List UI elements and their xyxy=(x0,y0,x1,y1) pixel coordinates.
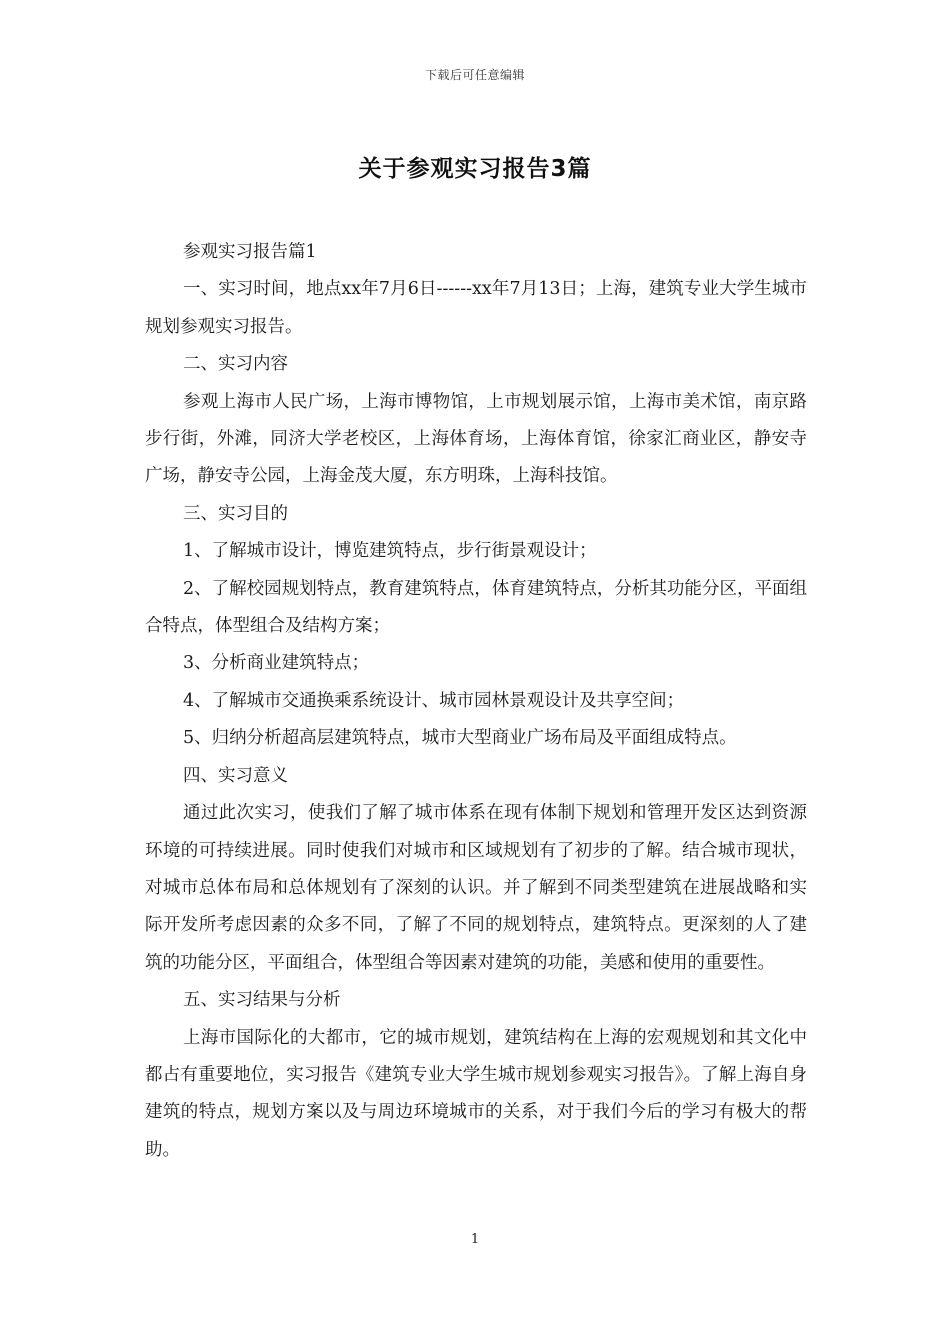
paragraph-visit-list: 参观上海市人民广场，上海市博物馆，上市规划展示馆，上海市美术馆，南京路步行街，外滩，同济大学老校区，上海体育场，上海体育馆，徐家汇商业区，静安寺广场，静安寺公园，上海金茂大厦，东方明珠，上海科技馆。 xyxy=(145,391,807,487)
section-heading-purpose: 三、实习目的 xyxy=(183,503,288,524)
purpose-item-3: 3、分析商业建筑特点； xyxy=(183,653,370,674)
purpose-item-4: 4、了解城市交通换乘系统设计、城市园林景观设计及共享空间； xyxy=(183,690,685,711)
purpose-item-1: 1、了解城市设计，博览建筑特点，步行街景观设计； xyxy=(183,541,597,562)
paragraph-results: 上海市国际化的大都市，它的城市规划，建筑结构在上海的宏观规划和其文化中都占有重要地位，实习报告《建筑专业大学生城市规划参观实习报告》。了解上海自身建筑的特点，规划方案以及与周边环境城市的关系，对于我们今后的学习有极大的帮助。 xyxy=(145,1027,807,1160)
purpose-item-5: 5、归纳分析超高层建筑特点，城市大型商业广场布局及平面组成特点。 xyxy=(183,728,737,749)
document-title: 关于参观实习报告3篇 xyxy=(358,156,592,182)
header-note: 下载后可任意编辑 xyxy=(424,68,525,82)
section-heading-significance: 四、实习意义 xyxy=(183,765,288,786)
paragraph-time-place: 一、实习时间，地点xx年7月6日------xx年7月13日；上海，建筑专业大学生城市规划参观实习报告。 xyxy=(145,279,807,337)
section-heading-results: 五、实习结果与分析 xyxy=(183,990,341,1011)
page-number: 1 xyxy=(470,1232,480,1247)
document-body xyxy=(145,234,807,1169)
section-heading-report-1: 参观实习报告篇1 xyxy=(183,242,317,262)
paragraph-significance: 通过此次实习，使我们了解了城市体系在现有体制下规划和管理开发区达到资源环境的可持续进展。同时使我们对城市和区域规划有了初步的了解。结合城市现状，对城市总体布局和总体规划有了深刻的认识。并了解到不同类型建筑在进展战略和实际开发所考虑因素的众多不同，了解了不同的规划特点，建筑特点。更深刻的人了建筑的功能分区，平面组合，体型组合等因素对建筑的功能，美感和使用的重要性。 xyxy=(145,803,807,973)
section-heading-content: 二、实习内容 xyxy=(183,354,288,375)
purpose-item-2: 2、了解校园规划特点，教育建筑特点，体育建筑特点，分析其功能分区，平面组合特点，体型组合及结构方案； xyxy=(145,578,807,637)
